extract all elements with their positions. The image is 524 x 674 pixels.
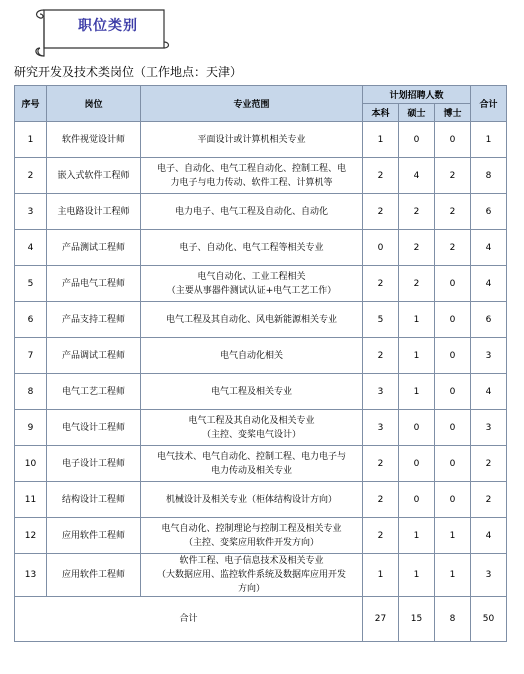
cell-master: 1 xyxy=(399,302,435,338)
table-row xyxy=(15,158,507,194)
cell-total: 8 xyxy=(471,158,507,194)
table-row xyxy=(15,446,507,482)
cell-post: 结构设计工程师 xyxy=(47,482,141,518)
cell-phd: 1 xyxy=(435,554,471,597)
cell-range: 电气技术、电气自动化、控制工程、电力电子与 电力传动及相关专业 xyxy=(141,446,363,482)
cell-master: 0 xyxy=(399,482,435,518)
header-total: 合计 xyxy=(471,86,507,122)
cell-seq: 11 xyxy=(15,482,47,518)
table-row xyxy=(15,266,507,302)
summary-label: 合计 xyxy=(15,597,363,642)
cell-seq: 9 xyxy=(15,410,47,446)
table-row xyxy=(15,230,507,266)
header-phd: 博士 xyxy=(435,104,471,122)
table-row xyxy=(15,122,507,158)
cell-seq: 6 xyxy=(15,302,47,338)
cell-range: 电气自动化相关 xyxy=(141,338,363,374)
cell-post: 电子设计工程师 xyxy=(47,446,141,482)
cell-phd: 0 xyxy=(435,446,471,482)
cell-range: 电子、自动化、电气工程自动化、控制工程、电 力电子与电力传动、软件工程、计算机等 xyxy=(141,158,363,194)
cell-total: 3 xyxy=(471,554,507,597)
cell-seq: 4 xyxy=(15,230,47,266)
summary-master: 15 xyxy=(399,597,435,642)
cell-seq: 12 xyxy=(15,518,47,554)
cell-phd: 2 xyxy=(435,230,471,266)
summary-bachelor: 27 xyxy=(363,597,399,642)
table-row xyxy=(15,410,507,446)
cell-seq: 5 xyxy=(15,266,47,302)
cell-range: 电子、自动化、电气工程等相关专业 xyxy=(141,230,363,266)
cell-seq: 2 xyxy=(15,158,47,194)
cell-bachelor: 2 xyxy=(363,266,399,302)
cell-seq: 13 xyxy=(15,554,47,597)
cell-phd: 0 xyxy=(435,266,471,302)
cell-total: 4 xyxy=(471,266,507,302)
cell-post: 产品电气工程师 xyxy=(47,266,141,302)
cell-total: 2 xyxy=(471,482,507,518)
jobs-table xyxy=(14,85,507,642)
cell-phd: 1 xyxy=(435,518,471,554)
cell-master: 4 xyxy=(399,158,435,194)
cell-bachelor: 2 xyxy=(363,194,399,230)
summary-phd: 8 xyxy=(435,597,471,642)
cell-master: 1 xyxy=(399,518,435,554)
cell-total: 6 xyxy=(471,194,507,230)
cell-bachelor: 2 xyxy=(363,518,399,554)
cell-total: 1 xyxy=(471,122,507,158)
cell-master: 0 xyxy=(399,122,435,158)
cell-bachelor: 2 xyxy=(363,482,399,518)
cell-seq: 1 xyxy=(15,122,47,158)
cell-post: 产品测试工程师 xyxy=(47,230,141,266)
cell-master: 2 xyxy=(399,266,435,302)
cell-bachelor: 1 xyxy=(363,554,399,597)
cell-seq: 7 xyxy=(15,338,47,374)
cell-phd: 0 xyxy=(435,338,471,374)
cell-range: 电气自动化、控制理论与控制工程及相关专业 （主控、变桨应用软件开发方向） xyxy=(141,518,363,554)
cell-range: 电力电子、电气工程及自动化、自动化 xyxy=(141,194,363,230)
cell-bachelor: 0 xyxy=(363,230,399,266)
cell-post: 主电路设计工程师 xyxy=(47,194,141,230)
cell-post: 产品支持工程师 xyxy=(47,302,141,338)
header-bachelor: 本科 xyxy=(363,104,399,122)
cell-post: 电气设计工程师 xyxy=(47,410,141,446)
header-master: 硕士 xyxy=(399,104,435,122)
cell-master: 1 xyxy=(399,554,435,597)
cell-range: 平面设计或计算机相关专业 xyxy=(141,122,363,158)
cell-post: 应用软件工程师 xyxy=(47,518,141,554)
cell-phd: 0 xyxy=(435,374,471,410)
cell-bachelor: 5 xyxy=(363,302,399,338)
summary-total: 50 xyxy=(471,597,507,642)
cell-bachelor: 1 xyxy=(363,122,399,158)
cell-range: 电气工程及其自动化、风电新能源相关专业 xyxy=(141,302,363,338)
cell-master: 2 xyxy=(399,230,435,266)
cell-seq: 3 xyxy=(15,194,47,230)
cell-total: 2 xyxy=(471,446,507,482)
cell-phd: 0 xyxy=(435,122,471,158)
cell-range: 机械设计及相关专业（柜体结构设计方向） xyxy=(141,482,363,518)
table-row xyxy=(15,518,507,554)
cell-total: 3 xyxy=(471,338,507,374)
cell-master: 0 xyxy=(399,410,435,446)
cell-master: 1 xyxy=(399,374,435,410)
cell-phd: 0 xyxy=(435,482,471,518)
cell-total: 4 xyxy=(471,374,507,410)
table-row xyxy=(15,194,507,230)
cell-range: 电气工程及其自动化及相关专业 （主控、变桨电气设计） xyxy=(141,410,363,446)
cell-range: 电气工程及相关专业 xyxy=(141,374,363,410)
cell-bachelor: 2 xyxy=(363,338,399,374)
cell-bachelor: 2 xyxy=(363,158,399,194)
cell-phd: 0 xyxy=(435,410,471,446)
cell-bachelor: 3 xyxy=(363,410,399,446)
cell-total: 4 xyxy=(471,230,507,266)
cell-range: 电气自动化、工业工程相关 （主要从事器件测试认证+电气工艺工作） xyxy=(141,266,363,302)
cell-post: 软件视觉设计师 xyxy=(47,122,141,158)
summary-row xyxy=(15,597,507,642)
header-plan: 计划招聘人数 xyxy=(363,86,471,104)
cell-master: 2 xyxy=(399,194,435,230)
header-range: 专业范围 xyxy=(141,86,363,122)
cell-range: 软件工程、电子信息技术及相关专业 （大数据应用、监控软件系统及数据库应用开发 方向） xyxy=(141,554,363,597)
cell-bachelor: 2 xyxy=(363,446,399,482)
cell-master: 0 xyxy=(399,446,435,482)
cell-master: 1 xyxy=(399,338,435,374)
table-row xyxy=(15,374,507,410)
cell-phd: 2 xyxy=(435,194,471,230)
cell-post: 应用软件工程师 xyxy=(47,554,141,597)
cell-total: 6 xyxy=(471,302,507,338)
cell-bachelor: 3 xyxy=(363,374,399,410)
header-post: 岗位 xyxy=(47,86,141,122)
cell-phd: 2 xyxy=(435,158,471,194)
cell-phd: 0 xyxy=(435,302,471,338)
cell-total: 3 xyxy=(471,410,507,446)
cell-seq: 10 xyxy=(15,446,47,482)
table-row xyxy=(15,302,507,338)
table-row xyxy=(15,482,507,518)
table-row xyxy=(15,554,507,597)
header-seq: 序号 xyxy=(15,86,47,122)
cell-post: 嵌入式软件工程师 xyxy=(47,158,141,194)
section-banner xyxy=(30,6,172,54)
cell-post: 电气工艺工程师 xyxy=(47,374,141,410)
table-row xyxy=(15,338,507,374)
section-title: 研究开发及技术类岗位（工作地点：天津） xyxy=(14,65,243,79)
banner-title: 职位类别 xyxy=(78,18,138,34)
cell-seq: 8 xyxy=(15,374,47,410)
cell-post: 产品调试工程师 xyxy=(47,338,141,374)
cell-total: 4 xyxy=(471,518,507,554)
